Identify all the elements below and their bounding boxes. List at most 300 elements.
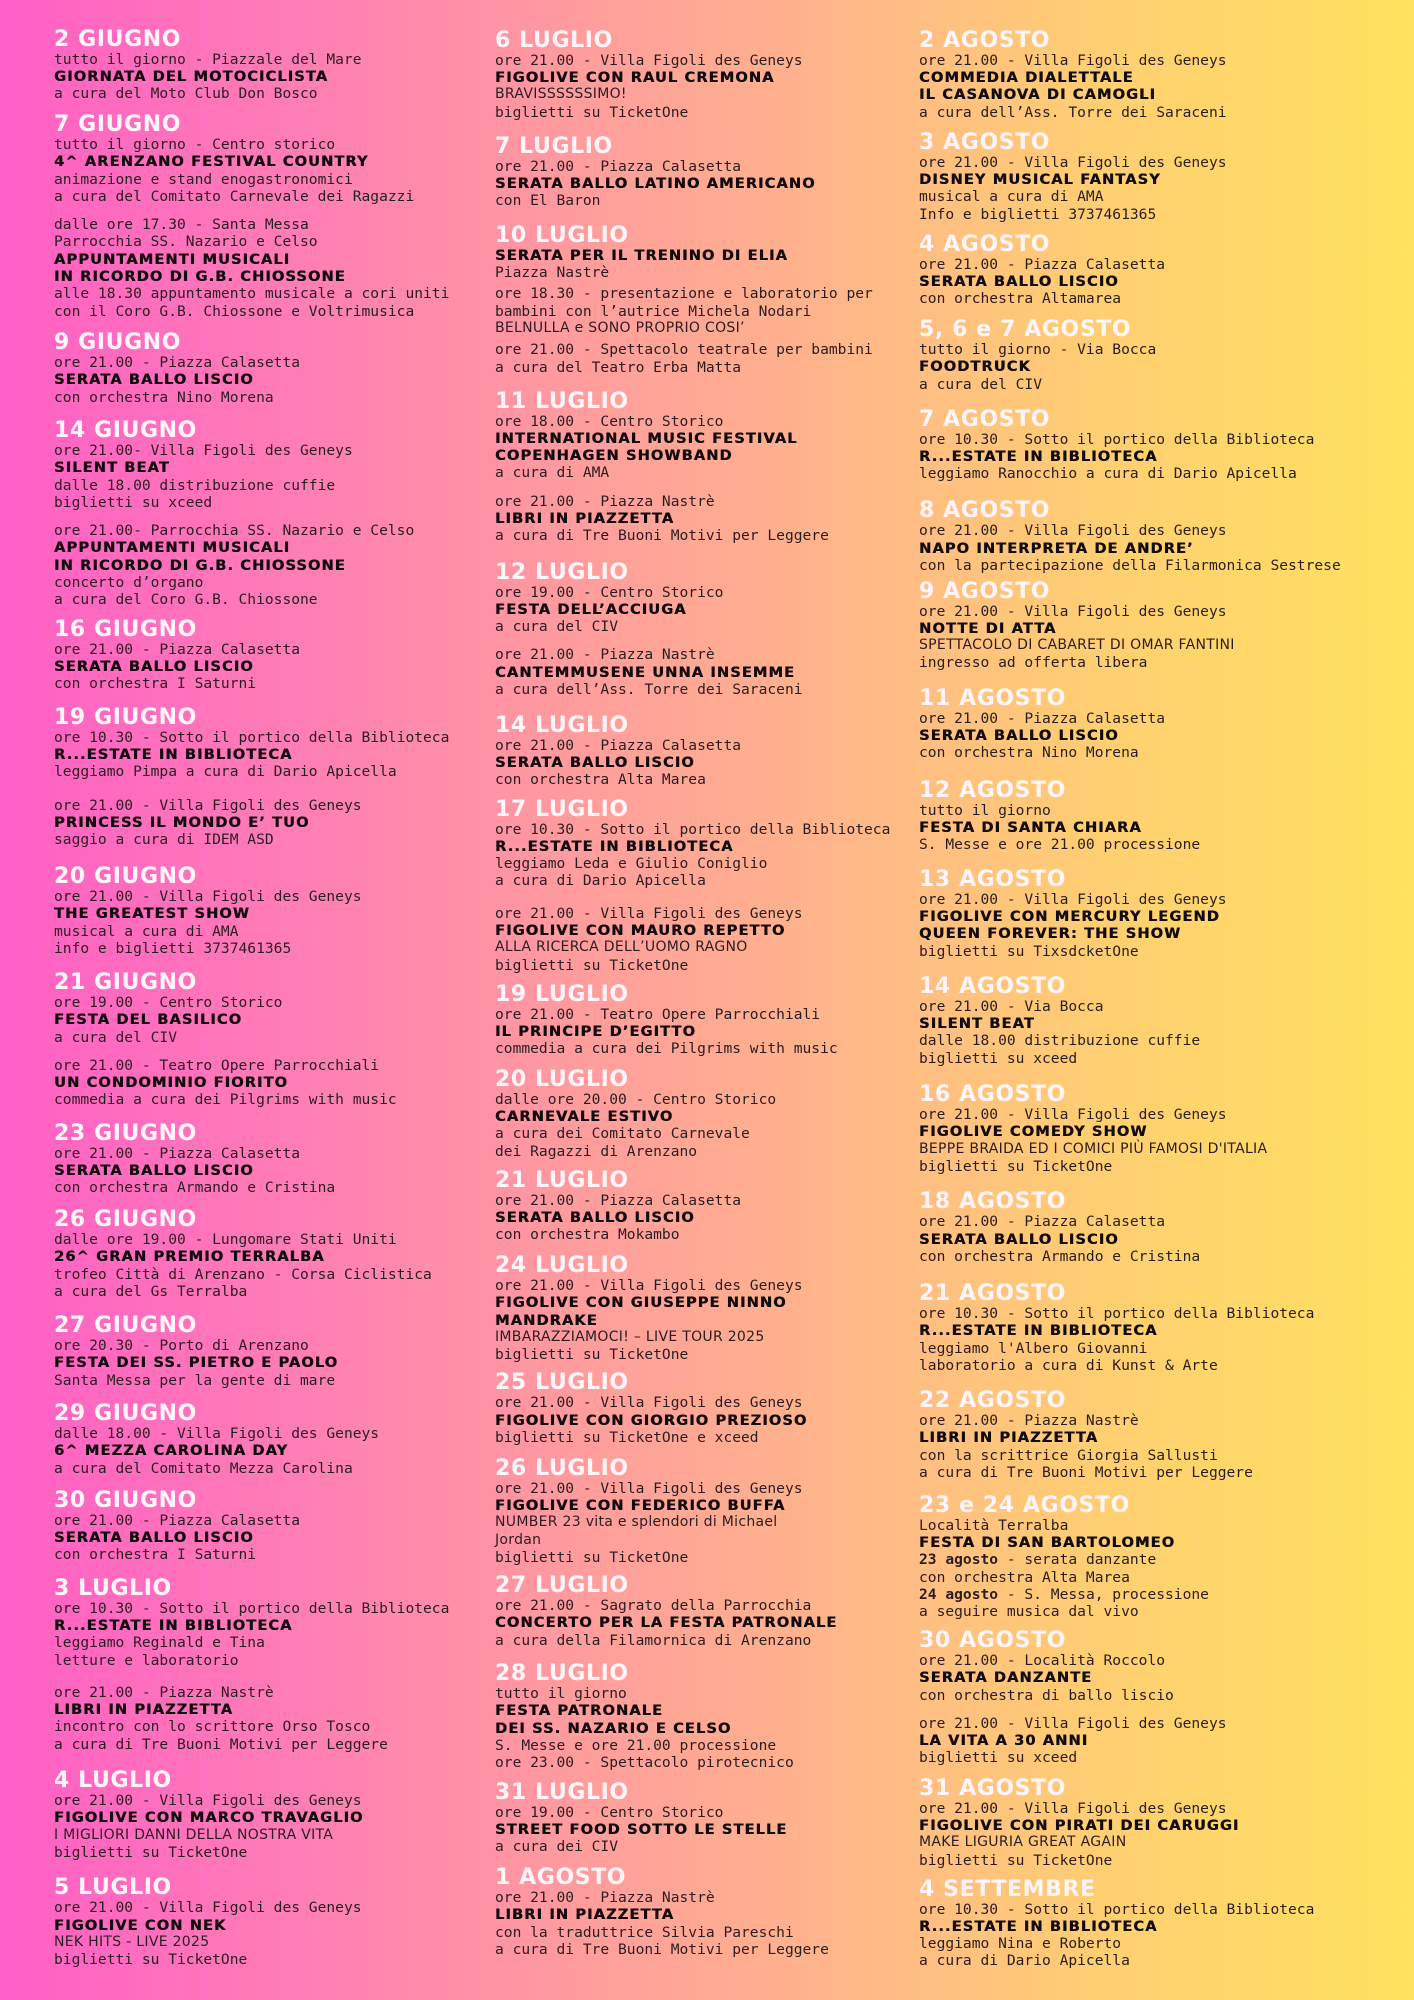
event-date-heading: 22 AGOSTO bbox=[919, 1388, 1067, 1414]
event-info-line: a cura di Tre Buoni Motivi per Leggere bbox=[919, 1464, 1253, 1482]
event-info-line: ore 19.00 - Centro Storico bbox=[495, 583, 724, 601]
event-date-heading: 3 AGOSTO bbox=[919, 129, 1051, 155]
event-block bbox=[919, 1283, 1314, 1374]
event-info-line: ore 10.30 - Sotto il portico della Biblioteca bbox=[54, 1599, 450, 1617]
event-title: SERATA BALLO LISCIO bbox=[919, 726, 1119, 744]
event-item bbox=[495, 1277, 803, 1363]
event-date-heading: 5 LUGLIO bbox=[54, 1875, 172, 1901]
event-date-heading: 7 AGOSTO bbox=[919, 406, 1051, 432]
event-info-line: a cura del Comitato Carnevale dei Ragazzi bbox=[54, 187, 415, 205]
event-block bbox=[495, 1255, 803, 1363]
event-title: R...ESTATE IN BIBLIOTECA bbox=[919, 447, 1158, 465]
event-subtitle: BRAVISSSSSSIMO! bbox=[495, 86, 627, 103]
event-item bbox=[54, 522, 414, 608]
event-block bbox=[54, 616, 301, 693]
event-info-line: a cura di Tre Buoni Motivi per Leggere bbox=[54, 1735, 388, 1753]
event-date-heading: 2 AGOSTO bbox=[919, 27, 1051, 53]
event-title: FIGOLIVE CON PIRATI DEI CARUGGI bbox=[919, 1817, 1240, 1835]
event-title: FESTA DI SAN BARTOLOMEO bbox=[919, 1534, 1176, 1552]
event-info-line: ore 21.00 - Villa Figoli des Geneys bbox=[919, 51, 1227, 69]
event-date-heading: 30 AGOSTO bbox=[919, 1628, 1067, 1653]
event-block bbox=[54, 1487, 301, 1564]
event-date-heading: 6 LUGLIO bbox=[495, 27, 613, 53]
event-info-line: biglietti su TixsdcketOne bbox=[919, 942, 1139, 960]
event-title: THE GREATEST SHOW bbox=[54, 905, 250, 923]
event-title: FIGOLIVE CON RAUL CREMONA bbox=[495, 69, 775, 87]
event-title: CARNEVALE ESTIVO bbox=[495, 1108, 674, 1126]
event-title: SERATA BALLO LATINO AMERICANO bbox=[495, 174, 816, 192]
event-item bbox=[54, 1512, 300, 1564]
event-title: FESTA DELL’ACCIUGA bbox=[495, 600, 687, 618]
event-info-line: dalle 18.00 - Villa Figoli des Geneys bbox=[54, 1425, 380, 1442]
event-item bbox=[919, 1517, 1209, 1621]
event-block bbox=[495, 1066, 777, 1160]
event-info-line: ore 10.30 - Sotto il portico della Biblioteca bbox=[495, 820, 891, 838]
event-info-line: a cura del CIV bbox=[54, 1028, 178, 1046]
event-info-line: biglietti su TicketOne bbox=[495, 956, 689, 974]
event-info-line: biglietti su xceed bbox=[919, 1049, 1078, 1067]
event-info-line: dalle 18.00 distribuzione cuffie bbox=[919, 1032, 1201, 1050]
event-block bbox=[919, 1876, 1315, 1970]
event-date-heading: 9 AGOSTO bbox=[919, 578, 1051, 604]
event-block bbox=[919, 685, 1166, 762]
event-info-line: a cura dell’Ass. Torre dei Saraceni bbox=[495, 680, 803, 698]
event-block bbox=[495, 981, 838, 1058]
event-info-line: ore 21.00 - Piazza Calasetta bbox=[54, 1144, 301, 1162]
event-item bbox=[919, 802, 1200, 854]
event-subtitle: BELNULLA e SONO PROPRIO COSI’ bbox=[495, 320, 745, 337]
event-item bbox=[54, 994, 397, 1046]
event-title: CANTEMMUSENE UNNA INSEMME bbox=[495, 663, 796, 681]
event-title: FESTA DI SANTA CHIARA bbox=[919, 818, 1142, 836]
event-date-heading: 19 LUGLIO bbox=[495, 981, 629, 1007]
event-info-line: ore 21.00 - Piazza Calasetta bbox=[919, 255, 1166, 273]
event-date-heading: 23 GIUGNO bbox=[54, 1120, 197, 1146]
event-info-line: con orchestra Alta Marea bbox=[919, 1568, 1130, 1586]
event-item bbox=[919, 1213, 1200, 1265]
event-date-heading: 4 SETTEMBRE bbox=[919, 1876, 1096, 1902]
event-title: LIBRI IN PIAZZETTA bbox=[495, 1906, 675, 1924]
event-title: FIGOLIVE CON GIUSEPPE NINNO bbox=[495, 1294, 787, 1312]
event-block bbox=[919, 973, 1201, 1067]
event-block bbox=[54, 704, 450, 849]
event-info-line: biglietti su TicketOne bbox=[54, 1951, 248, 1969]
event-item bbox=[495, 52, 803, 121]
event-block bbox=[54, 972, 397, 1109]
event-info-line: ore 21.00 - Teatro Opere Parrocchiali bbox=[495, 1005, 821, 1023]
event-info-line: tutto il giorno bbox=[495, 1685, 627, 1703]
event-title: SERATA BALLO LISCIO bbox=[54, 371, 254, 389]
event-info-line: ore 21.00 - Villa Figoli des Geneys bbox=[54, 796, 362, 814]
event-block bbox=[919, 1630, 1227, 1767]
event-item bbox=[495, 1091, 776, 1160]
event-date-heading: 2 GIUGNO bbox=[54, 26, 182, 52]
event-title: SERATA BALLO LISCIO bbox=[54, 1161, 254, 1179]
event-info-line: con la scrittrice Giorgia Sallusti bbox=[919, 1446, 1218, 1464]
event-info-line: a cura del Comitato Mezza Carolina bbox=[54, 1459, 353, 1477]
event-item bbox=[54, 136, 449, 205]
event-info-line: biglietti su TicketOne bbox=[919, 1851, 1113, 1869]
event-title: FIGOLIVE CON MAURO REPETTO bbox=[495, 922, 786, 940]
event-date-heading: 16 AGOSTO bbox=[919, 1082, 1067, 1108]
event-title: DISNEY MUSICAL FANTASY bbox=[919, 171, 1161, 189]
event-date-heading: 3 LUGLIO bbox=[54, 1575, 172, 1601]
event-date-heading: 5, 6 e 7 AGOSTO bbox=[919, 317, 1132, 343]
event-info-line: a cura dei CIV bbox=[495, 1838, 619, 1856]
event-title: MANDRAKE bbox=[495, 1311, 598, 1329]
event-info-line: ore 21.00 - Piazza Calasetta bbox=[495, 157, 742, 175]
event-info-line: biglietti su TicketOne e xceed bbox=[495, 1428, 759, 1446]
event-info-line: ore 21.00 - Piazza Nastrè bbox=[54, 1683, 274, 1701]
event-info-line: commedia a cura dei Pilgrims with music bbox=[54, 1091, 397, 1109]
event-title: FIGOLIVE CON NEK bbox=[54, 1916, 227, 1934]
event-title: R...ESTATE IN BIBLIOTECA bbox=[919, 1917, 1158, 1935]
event-date-heading: 17 LUGLIO bbox=[495, 796, 629, 822]
event-info-line: leggiamo Pimpa a cura di Dario Apicella bbox=[54, 763, 397, 781]
event-info-line: con orchestra Armando e Cristina bbox=[919, 1247, 1201, 1265]
event-item bbox=[54, 1231, 432, 1300]
event-item bbox=[919, 256, 1165, 308]
event-info-line: leggiamo Leda e Giulio Coniglio bbox=[495, 855, 768, 873]
event-block bbox=[54, 1877, 362, 1968]
event-block bbox=[54, 1770, 364, 1861]
event-info-line: biglietti su TicketOne bbox=[495, 1346, 689, 1364]
event-item bbox=[495, 285, 873, 337]
event-info-line: ore 21.00 - Piazza Calasetta bbox=[54, 640, 301, 658]
event-item bbox=[919, 431, 1314, 483]
event-block bbox=[495, 133, 816, 210]
event-item bbox=[919, 710, 1165, 762]
event-title: SERATA BALLO LISCIO bbox=[54, 1528, 254, 1546]
event-subtitle: I MIGLIORI DANNI DELLA NOSTRA VITA bbox=[54, 1826, 334, 1843]
event-title: FESTA DEL BASILICO bbox=[54, 1011, 243, 1029]
event-date-heading: 21 GIUGNO bbox=[54, 970, 197, 995]
event-info-line: S. Messe e ore 21.00 processione bbox=[495, 1736, 777, 1754]
event-info-line: ore 21.00 - Località Roccolo bbox=[919, 1652, 1166, 1669]
event-item bbox=[919, 1305, 1314, 1374]
event-info-line: alle 18.30 appuntamento musicale a cori uniti bbox=[54, 285, 450, 303]
event-info-line: ore 21.00 - Piazza Calasetta bbox=[54, 354, 301, 371]
event-info-line: dalle 18.00 distribuzione cuffie bbox=[54, 476, 336, 494]
event-info-line: ore 19.00 - Centro Storico bbox=[495, 1803, 724, 1821]
event-info-line: ore 21.00 - Via Bocca bbox=[919, 997, 1104, 1015]
event-info-line: ore 21.00 - Villa Figoli des Geneys bbox=[495, 904, 803, 922]
event-info-text: - serata danzante bbox=[998, 1551, 1157, 1569]
event-info-line: ore 10.30 - Sotto il portico della Biblioteca bbox=[919, 1305, 1315, 1323]
event-info-line: ore 21.00 - Villa Figoli des Geneys bbox=[919, 522, 1227, 540]
event-item bbox=[54, 797, 449, 849]
event-info-line: ore 21.00 - Villa Figoli des Geneys bbox=[54, 1899, 362, 1917]
event-item bbox=[495, 905, 890, 974]
event-title: R...ESTATE IN BIBLIOTECA bbox=[54, 1616, 293, 1634]
event-title: QUEEN FOREVER: THE SHOW bbox=[919, 925, 1182, 943]
event-date-heading: 19 GIUGNO bbox=[54, 704, 197, 730]
event-date-heading: 12 LUGLIO bbox=[495, 559, 629, 585]
event-title: COMMEDIA DIALETTALE bbox=[919, 69, 1134, 87]
event-info-line bbox=[919, 1586, 1209, 1603]
event-date-heading: 30 GIUGNO bbox=[54, 1487, 197, 1513]
event-item bbox=[919, 154, 1227, 223]
event-info-line: ore 10.30 - Sotto il portico della Biblioteca bbox=[919, 1900, 1315, 1918]
event-info-line: biglietti su TicketOne bbox=[495, 103, 689, 121]
event-item bbox=[495, 646, 803, 698]
event-block bbox=[919, 27, 1227, 121]
event-info-line: ore 21.00 - Villa Figoli des Geneys bbox=[919, 153, 1227, 171]
event-info-line: Info e biglietti 3737461365 bbox=[919, 205, 1157, 223]
event-info-line: musical a cura di AMA bbox=[919, 188, 1104, 206]
event-title: 6^ MEZZA CAROLINA DAY bbox=[54, 1442, 289, 1460]
event-item bbox=[919, 522, 1341, 574]
event-title: STREET FOOD SOTTO LE STELLE bbox=[495, 1820, 788, 1838]
event-date-heading: 24 LUGLIO bbox=[495, 1253, 629, 1279]
event-info-line: ore 21.00 - Villa Figoli des Geneys bbox=[919, 890, 1227, 908]
event-date-heading: 9 GIUGNO bbox=[54, 330, 182, 355]
event-title: FOODTRUCK bbox=[919, 358, 1031, 376]
event-info-line: a cura della Filamornica di Arenzano bbox=[495, 1631, 812, 1649]
event-info-line: S. Messe e ore 21.00 processione bbox=[919, 836, 1201, 854]
event-info-line: ore 21.00 - Villa Figoli des Geneys bbox=[495, 51, 803, 69]
event-item bbox=[54, 1337, 338, 1389]
event-date-heading: 7 LUGLIO bbox=[495, 133, 613, 159]
event-date-heading: 14 AGOSTO bbox=[919, 973, 1067, 999]
event-item bbox=[54, 888, 362, 957]
event-info-line: info e biglietti 3737461365 bbox=[54, 940, 292, 958]
event-title: IN RICORDO DI G.B. CHIOSSONE bbox=[54, 556, 346, 574]
event-info-line: ore 18.00 - Centro Storico bbox=[495, 412, 724, 430]
event-block bbox=[919, 578, 1235, 672]
event-info-line: con orchestra di ballo liscio bbox=[919, 1686, 1174, 1704]
event-info-line: leggiamo Nina e Roberto bbox=[919, 1935, 1122, 1953]
event-info-line: dalle ore 19.00 - Lungomare Stati Uniti bbox=[54, 1231, 397, 1249]
event-info-line: a cura di Tre Buoni Motivi per Leggere bbox=[495, 1940, 829, 1958]
event-subtitle: NUMBER 23 vita e splendori di Michael bbox=[495, 1514, 778, 1531]
event-block bbox=[54, 26, 362, 103]
event-title: R...ESTATE IN BIBLIOTECA bbox=[495, 837, 734, 855]
event-info-line: ingresso ad offerta libera bbox=[919, 654, 1148, 672]
event-block bbox=[919, 1191, 1200, 1265]
event-block bbox=[54, 1403, 379, 1477]
event-info-line: ore 21.00 - Villa Figoli des Geneys bbox=[54, 888, 362, 906]
event-date-heading: 4 LUGLIO bbox=[54, 1768, 172, 1794]
event-info-line: ore 21.00 - Spettacolo teatrale per bambini bbox=[495, 341, 873, 359]
event-item bbox=[495, 584, 803, 636]
event-date-heading: 11 AGOSTO bbox=[919, 685, 1067, 711]
event-info-line: ore 21.00 - Villa Figoli des Geneys bbox=[919, 1106, 1227, 1124]
event-date-heading: 25 LUGLIO bbox=[495, 1370, 629, 1396]
event-title: IL PRINCIPE D’EGITTO bbox=[495, 1022, 696, 1040]
event-title: LIBRI IN PIAZZETTA bbox=[495, 510, 675, 528]
event-date-heading: 12 AGOSTO bbox=[919, 777, 1067, 803]
event-title: SILENT BEAT bbox=[919, 1015, 1035, 1033]
event-block bbox=[919, 1390, 1253, 1481]
event-info-line: ore 21.00 - Sagrato della Parrocchia bbox=[495, 1597, 812, 1615]
event-info-line: a cura del Moto Club Don Bosco bbox=[54, 85, 318, 103]
event-info-line: commedia a cura dei Pilgrims with music bbox=[495, 1040, 838, 1058]
event-date-heading: 8 AGOSTO bbox=[919, 498, 1051, 524]
event-block bbox=[54, 1575, 450, 1753]
event-title: PRINCESS IL MONDO E’ TUO bbox=[54, 813, 310, 831]
event-title: FESTA PATRONALE bbox=[495, 1702, 664, 1720]
event-block bbox=[495, 222, 873, 376]
event-block bbox=[919, 406, 1315, 483]
event-info-line: con orchestra Armando e Cristina bbox=[54, 1179, 336, 1197]
event-date-heading: 27 GIUGNO bbox=[54, 1313, 197, 1338]
event-item bbox=[54, 729, 449, 781]
event-item bbox=[54, 1057, 397, 1109]
event-title: COPENHAGEN SHOWBAND bbox=[495, 447, 733, 465]
event-info-line: bambini con l’autrice Michela Nodari bbox=[495, 302, 812, 320]
event-info-line: leggiamo Reginald e Tina bbox=[54, 1634, 265, 1652]
event-item bbox=[54, 442, 414, 511]
event-item bbox=[495, 158, 816, 210]
event-info-line: ore 10.30 - Sotto il portico della Biblioteca bbox=[54, 728, 450, 746]
event-title: APPUNTAMENTI MUSICALI bbox=[54, 250, 291, 268]
event-block bbox=[54, 332, 300, 406]
event-info-line: biglietti su TicketOne bbox=[54, 1844, 248, 1862]
event-subtitle: IMBARAZZIAMOCI! – LIVE TOUR 2025 bbox=[495, 1328, 765, 1345]
event-block bbox=[919, 129, 1227, 223]
event-info-line: a cura di Tre Buoni Motivi per Leggere bbox=[495, 527, 829, 545]
event-title: FIGOLIVE CON GIORGIO PREZIOSO bbox=[495, 1411, 808, 1429]
event-item bbox=[919, 52, 1227, 121]
event-item bbox=[919, 1412, 1253, 1481]
event-date-heading: 26 GIUGNO bbox=[54, 1207, 197, 1233]
event-info-line: ore 21.00 - Villa Figoli des Geneys bbox=[495, 1277, 803, 1295]
event-info-line: biglietti su xceed bbox=[919, 1749, 1078, 1767]
event-block bbox=[495, 712, 742, 789]
event-info-line: a cura dei Comitato Carnevale bbox=[495, 1125, 750, 1143]
event-item bbox=[495, 247, 873, 282]
event-block bbox=[919, 231, 1166, 308]
event-item bbox=[54, 1899, 362, 1968]
event-block bbox=[919, 777, 1201, 854]
event-subtitle: Jordan bbox=[495, 1531, 542, 1548]
event-info-line: musical a cura di AMA bbox=[54, 922, 239, 940]
event-date-heading: 31 AGOSTO bbox=[919, 1775, 1067, 1801]
event-date-heading: 14 LUGLIO bbox=[495, 712, 629, 738]
event-info-line: a cura del CIV bbox=[919, 375, 1043, 393]
event-item bbox=[919, 1106, 1267, 1175]
event-item bbox=[495, 821, 890, 890]
event-info-line: con la traduttrice Silvia Pareschi bbox=[495, 1923, 794, 1941]
event-item bbox=[54, 1684, 449, 1753]
event-title: SERATA DANZANTE bbox=[919, 1669, 1093, 1687]
event-info-line: biglietti su TicketOne bbox=[495, 1548, 689, 1566]
event-block bbox=[495, 1779, 788, 1856]
event-day-label: 23 agosto bbox=[919, 1551, 999, 1569]
event-subtitle: MAKE LIGURIA GREAT AGAIN bbox=[919, 1834, 1127, 1851]
event-title: SILENT BEAT bbox=[54, 459, 170, 477]
event-block bbox=[919, 866, 1227, 960]
event-day-label: 24 agosto bbox=[919, 1585, 999, 1603]
event-date-heading: 10 LUGLIO bbox=[495, 222, 629, 248]
event-info-line: leggiamo Ranocchio a cura di Dario Apicella bbox=[919, 465, 1297, 483]
event-date-heading: 1 AGOSTO bbox=[495, 1865, 627, 1891]
event-item bbox=[54, 354, 300, 406]
event-title: NAPO INTERPRETA DE ANDRE’ bbox=[919, 539, 1194, 557]
event-subtitle: SPETTACOLO DI CABARET DI OMAR FANTINI bbox=[919, 637, 1235, 654]
event-info-line: ore 21.00 - Villa Figoli des Geneys bbox=[495, 1479, 803, 1497]
event-title: SERATA BALLO LISCIO bbox=[495, 753, 695, 771]
event-info-line: ore 23.00 - Spettacolo pirotecnico bbox=[495, 1754, 794, 1772]
event-block bbox=[54, 1120, 336, 1197]
event-subtitle: BEPPE BRAIDA ED I COMICI PIÙ FAMOSI D'ITALIA bbox=[919, 1140, 1268, 1157]
event-date-heading: 21 AGOSTO bbox=[919, 1281, 1067, 1307]
event-date-heading: 7 GIUGNO bbox=[54, 112, 182, 137]
event-info-line: con orchestra Altamarea bbox=[919, 290, 1122, 308]
event-date-heading: 14 GIUGNO bbox=[54, 418, 197, 443]
event-date-heading: 27 LUGLIO bbox=[495, 1573, 629, 1599]
event-date-heading: 20 GIUGNO bbox=[54, 864, 197, 890]
event-item bbox=[919, 1652, 1227, 1704]
event-item bbox=[495, 1804, 787, 1856]
event-date-heading: 26 LUGLIO bbox=[495, 1455, 629, 1481]
event-item bbox=[54, 51, 362, 103]
event-title: FIGOLIVE COMEDY SHOW bbox=[919, 1123, 1148, 1141]
event-title: CONCERTO PER LA FESTA PATRONALE bbox=[495, 1614, 838, 1632]
event-item bbox=[54, 1600, 449, 1669]
event-block bbox=[54, 1209, 432, 1300]
event-title: GIORNATA DEL MOTOCICLISTA bbox=[54, 67, 329, 85]
event-title: LA VITA A 30 ANNI bbox=[919, 1732, 1089, 1750]
event-title: LIBRI IN PIAZZETTA bbox=[54, 1701, 234, 1719]
event-info-line: a cura del Teatro Erba Matta bbox=[495, 358, 742, 376]
event-info-line: con orchestra I Saturni bbox=[54, 675, 257, 693]
event-date-heading: 4 AGOSTO bbox=[919, 231, 1051, 257]
event-block bbox=[495, 1167, 742, 1244]
event-info-line: tutto il giorno - Centro storico bbox=[54, 136, 336, 153]
event-title: NOTTE DI ATTA bbox=[919, 619, 1057, 637]
event-block bbox=[54, 114, 449, 320]
event-title: FIGOLIVE CON MARCO TRAVAGLIO bbox=[54, 1809, 364, 1827]
event-info-line: con orchestra Nino Morena bbox=[54, 388, 274, 406]
event-info-line: a seguire musica dal vivo bbox=[919, 1603, 1139, 1621]
event-info-line: Piazza Nastrè bbox=[495, 264, 610, 282]
event-info-line: con orchestra Nino Morena bbox=[919, 744, 1139, 762]
event-block bbox=[919, 1084, 1267, 1175]
event-block bbox=[495, 1372, 807, 1446]
event-info-line bbox=[919, 1551, 1209, 1568]
event-info-line: con il Coro G.B. Chiossone e Voltrimusica bbox=[54, 302, 415, 320]
event-info-line: con El Baron bbox=[495, 192, 601, 210]
event-subtitle: NEK HITS - LIVE 2025 bbox=[54, 1933, 210, 1950]
event-item bbox=[919, 1715, 1227, 1767]
event-item bbox=[495, 341, 873, 376]
event-info-line: ore 21.00 - Teatro Opere Parrocchiali bbox=[54, 1056, 380, 1074]
event-title: LIBRI IN PIAZZETTA bbox=[919, 1429, 1099, 1447]
event-item bbox=[54, 1792, 364, 1861]
event-block bbox=[495, 1575, 837, 1649]
event-info-line: con orchestra I Saturni bbox=[54, 1546, 257, 1564]
event-item bbox=[495, 737, 741, 789]
event-info-line: ore 21.00 - Villa Figoli des Geneys bbox=[919, 1714, 1227, 1732]
event-info-line: ore 21.00 - Piazza Calasetta bbox=[495, 1191, 742, 1209]
event-info-line: leggiamo l'Albero Giovanni bbox=[919, 1339, 1148, 1357]
event-date-heading: 23 e 24 AGOSTO bbox=[919, 1492, 1130, 1518]
event-info-line: ore 21.00 - Villa Figoli des Geneys bbox=[495, 1394, 803, 1412]
event-info-line: con la partecipazione della Filarmonica Sestrese bbox=[919, 556, 1341, 574]
event-item bbox=[495, 1192, 741, 1244]
event-info-text: - S. Messa, processione bbox=[998, 1585, 1209, 1603]
event-block bbox=[495, 1867, 829, 1958]
event-info-line: ore 21.00 - Piazza Nastrè bbox=[919, 1412, 1139, 1430]
event-info-line: a cura del Gs Terralba bbox=[54, 1283, 248, 1301]
event-title: INTERNATIONAL MUSIC FESTIVAL bbox=[495, 429, 798, 447]
event-subtitle: ALLA RICERCA DELL’UOMO RAGNO bbox=[495, 939, 748, 956]
event-item bbox=[495, 1889, 829, 1958]
event-info-line: ore 21.00- Parrocchia SS. Nazario e Celso bbox=[54, 522, 415, 540]
event-info-line: biglietti su TicketOne bbox=[919, 1158, 1113, 1176]
